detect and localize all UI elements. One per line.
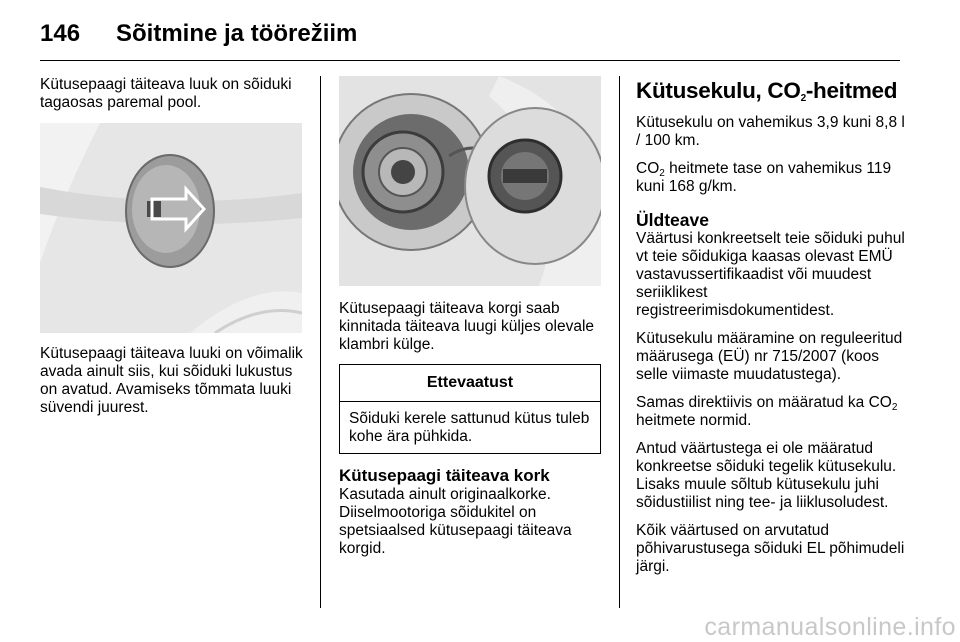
watermark: carmanualsonline.info	[704, 613, 956, 641]
emission-norms-text: Samas direktiivis on määratud ka $CO_2$ heitmete normid.	[636, 394, 898, 429]
regulation-text: Kütusekulu määramine on reguleeritud määrusega (EÜ) nr 715/2007 (koos selle viimaste muudatustega).	[636, 330, 903, 383]
column-middle	[339, 300, 605, 364]
intro-text: Kütusepaagi täiteava luuk on sõiduki tagaosas paremal pool.	[40, 76, 292, 111]
page-header	[40, 16, 900, 61]
column-left	[40, 76, 306, 122]
page-number: 146	[40, 20, 81, 47]
consumption-range: Kütusekulu on vahemikus 3,9 kuni 8,8 l / 100 km.	[636, 114, 905, 149]
column-left-caption	[40, 345, 306, 427]
actual-consumption-text: Antud väärtustega ei ole määratud konkreetse sõiduki tegelik kütusekulu. Lisaks muule sõltub kütusekulu juhi sõidustiilist ning tee- ja liiklusoludest.	[636, 440, 897, 511]
column-divider	[320, 76, 321, 608]
warning-box	[339, 364, 601, 454]
fuel-cap-caption: Kütusepaagi täiteava korgi saab kinnitada täiteava luugi küljes olevale klambri külge.	[339, 300, 595, 353]
general-text: Väärtusi konkreetselt teie sõiduki puhul vt teie sõidukiga kaasas olevast EMÜ vastavussertifikaadist või muudest seriiklikest registreerimisdokumentidest.	[636, 230, 905, 319]
column-right	[636, 76, 906, 586]
column-divider	[619, 76, 620, 608]
fuel-cap-heading: Kütusepaagi täiteava kork	[339, 466, 550, 485]
fuel-flap-caption: Kütusepaagi täiteava luuki on võimalik avada ainult siis, kui sõiduki lukustus on avatud. Avamiseks tõmmata luuki süvendi juurest.	[40, 345, 303, 416]
emission-range: $CO_2$ heitmete tase on vahemikus 119 kuni 168 g/km.	[636, 160, 892, 195]
fuel-cap-text: Kasutada ainult originaalkorke. Diiselmootoriga sõidukitel on spetsiaalsed kütusepaagi täiteava korgid.	[339, 486, 572, 557]
warning-text: Sõiduki kerele sattunud kütus tuleb kohe ära pühkida.	[349, 410, 590, 445]
general-heading: Üldteave	[636, 210, 709, 230]
warning-title: Ettevaatust	[340, 365, 600, 402]
calculation-text: Kõik väärtused on arvutatud põhivarustusega sõiduki EL põhimudeli järgi.	[636, 522, 905, 575]
fuel-cap-figure	[339, 76, 601, 286]
fuel-flap-figure	[40, 123, 302, 333]
chapter-title: Sõitmine ja töörežiim	[116, 20, 358, 47]
consumption-heading: Kütusekulu, $CO_2$-heitmed	[636, 78, 898, 104]
fuel-cap-section	[339, 466, 605, 558]
